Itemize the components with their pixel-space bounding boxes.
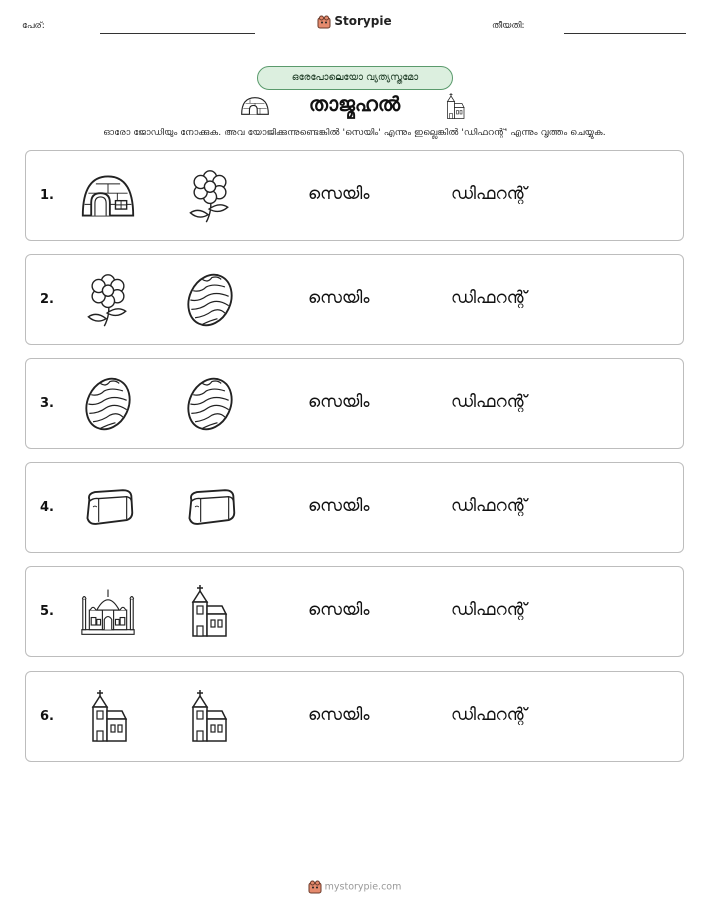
question-row-1 — [25, 150, 684, 241]
name-label: പേര്: — [22, 21, 45, 31]
different-option[interactable]: ഡിഫറന്റ് — [451, 392, 527, 412]
marble-block-icon — [182, 485, 238, 529]
date-line[interactable] — [564, 33, 686, 34]
church-icon — [188, 689, 228, 743]
igloo-icon — [80, 168, 136, 224]
different-option[interactable]: ഡിഫറന്റ് — [451, 600, 527, 620]
same-option[interactable]: സെയിം — [308, 184, 370, 204]
worksheet-title: താജ്മഹൽ — [308, 92, 401, 116]
instructions: ഓരോ ജോഡിയും നോക്കുക. അവ യോജിക്കുന്നുണ്ടെങ്കിൽ 'സെയിം' എന്നും ഇല്ലെങ്കിൽ 'ഡിഫറന്റ്' എന്നും വൃത്തം ചെയ്യുക. — [103, 127, 606, 138]
question-row-4 — [25, 462, 684, 553]
question-row-3 — [25, 358, 684, 449]
different-option[interactable]: ഡിഫറന്റ് — [451, 184, 527, 204]
marble-block-icon — [80, 485, 136, 529]
footer — [0, 880, 709, 894]
question-number: 3. — [40, 396, 54, 411]
stone-icon — [182, 272, 238, 328]
different-option[interactable]: ഡിഫറന്റ് — [451, 288, 527, 308]
flower-icon — [182, 168, 238, 224]
brand-name: Storypie — [334, 14, 392, 28]
same-option[interactable]: സെയിം — [308, 392, 370, 412]
stone-icon — [182, 376, 238, 432]
question-row-2 — [25, 254, 684, 345]
same-option[interactable]: സെയിം — [308, 705, 370, 725]
question-row-5 — [25, 566, 684, 657]
same-option[interactable]: സെയിം — [308, 600, 370, 620]
church-icon — [445, 92, 465, 120]
taj-mahal-icon — [80, 584, 136, 638]
church-icon — [188, 584, 228, 638]
question-number: 5. — [40, 604, 54, 619]
brand — [0, 14, 709, 29]
question-number: 4. — [40, 500, 54, 515]
worksheet-badge: ഒരേപോലെയോ വ്യത്യസ്തമോ — [257, 66, 453, 90]
same-option[interactable]: സെയിം — [308, 288, 370, 308]
different-option[interactable]: ഡിഫറന്റ് — [451, 705, 527, 725]
church-icon — [88, 689, 128, 743]
date-label: തീയതി: — [492, 21, 525, 31]
different-option[interactable]: ഡിഫറന്റ് — [451, 496, 527, 516]
footer-url[interactable]: mystorypie.com — [324, 881, 402, 893]
question-number: 6. — [40, 709, 54, 724]
question-row-6 — [25, 671, 684, 762]
storypie-logo-icon — [308, 880, 322, 894]
flower-icon — [80, 272, 136, 328]
storypie-logo-icon — [317, 15, 331, 29]
question-number: 1. — [40, 188, 54, 203]
name-line[interactable] — [100, 33, 255, 34]
question-number: 2. — [40, 292, 54, 307]
stone-icon — [80, 376, 136, 432]
same-option[interactable]: സെയിം — [308, 496, 370, 516]
